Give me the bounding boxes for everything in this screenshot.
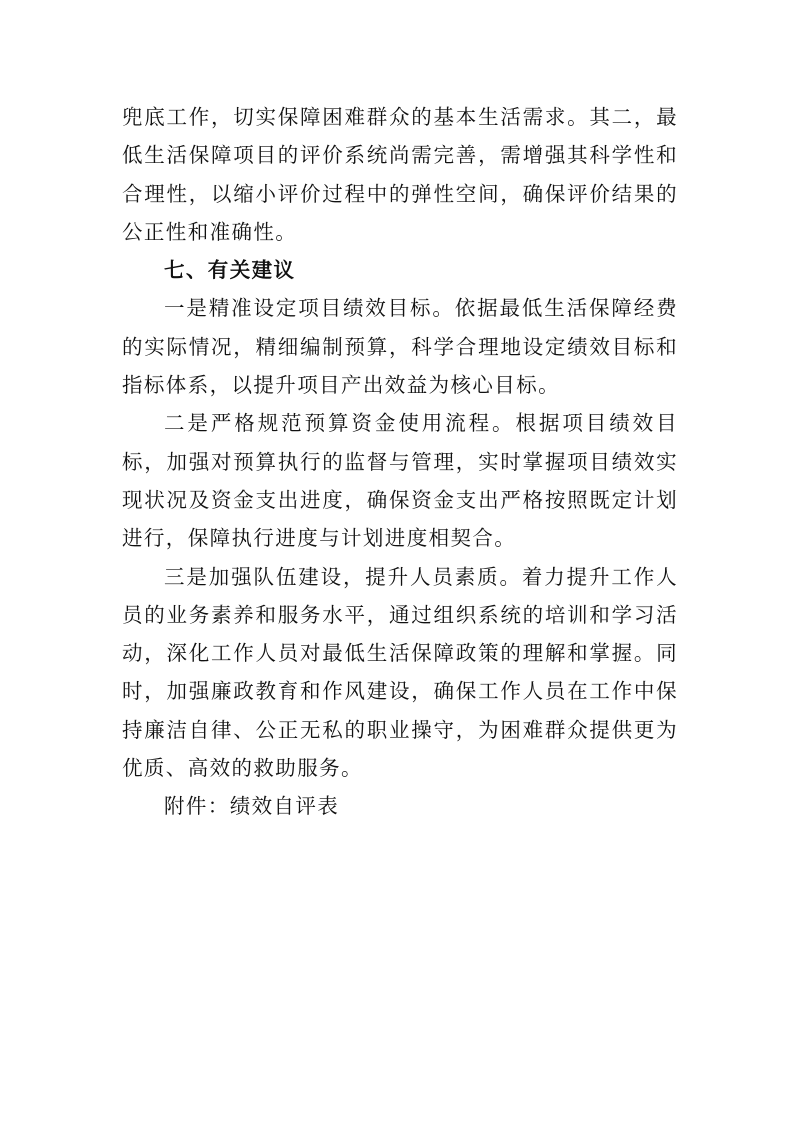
continued-paragraph: 兜底工作，切实保障困难群众的基本生活需求。其二，最低生活保障项目的评价系统尚需完善，需增强其科学性和合理性，以缩小评价过程中的弹性空间，确保评价结果的公正性和准确性。 [122,105,678,244]
suggestion-paragraph-3: 三是加强队伍建设，提升人员素质。着力提升工作人员的业务素养和服务水平，通过组织系统的培训和学习活动，深化工作人员对最低生活保障政策的理解和掌握。同时，加强廉政教育和作风建设，确保工作人员在工作中保持廉洁自律、公正无私的职业操守，为困难群众提供更为优质、高效的救助服务。 [122,564,678,781]
suggestion-paragraph-2: 二是严格规范预算资金使用流程。根据项目绩效目标，加强对预算执行的监督与管理，实时掌握项目绩效实现状况及资金支出进度，确保资金支出严格按照既定计划进行，保障执行进度与计划进度相契合。 [122,411,678,551]
document-body [122,98,678,826]
suggestion-paragraph-1: 一是精准设定项目绩效目标。依据最低生活保障经费的实际情况，精细编制预算，科学合理地设定绩效目标和指标体系，以提升项目产出效益为核心目标。 [122,296,678,398]
section-heading: 七、有关建议 [164,258,296,283]
attachment-line: 附件：绩效自评表 [164,794,340,819]
